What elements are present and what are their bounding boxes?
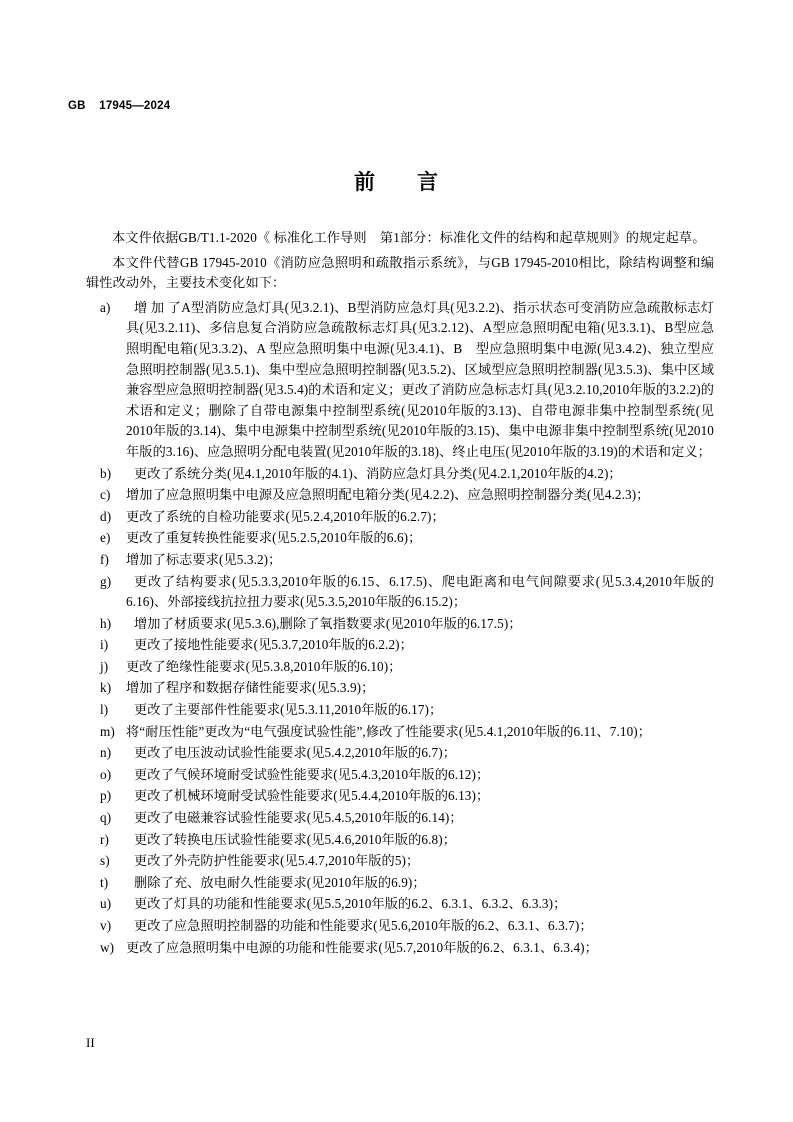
list-item-text: 增加了材质要求(见5.3.6),删除了氧指数要求(见2010年版的6.17.5)； [134, 615, 522, 631]
list-item-text: 更改了主要部件性能要求(见5.3.11,2010年版的6.17)； [134, 702, 443, 718]
list-item [86, 916, 714, 937]
list-item-marker: o) [100, 766, 112, 782]
list-item [86, 722, 714, 743]
list-item-marker: q) [100, 810, 112, 826]
list-item-text: 更改了外壳防护性能要求(见5.4.7,2010年版的5)； [134, 853, 420, 869]
list-item [86, 464, 714, 485]
list-item-text: 将“耐压性能”更改为“电气强度试验性能”,修改了性能要求(见5.4.1,2010年版的6.11、7.10)； [126, 723, 652, 739]
list-item-marker: r) [100, 831, 109, 847]
list-item [86, 700, 714, 721]
list-item-marker: m) [100, 723, 115, 739]
list-item [86, 765, 714, 786]
list-item [86, 298, 714, 463]
list-item-marker: w) [100, 939, 115, 955]
list-item-text: 更改了电压波动试验性能要求(见5.4.2,2010年版的6.7)； [134, 745, 456, 761]
list-item-text: 更改了系统分类(见4.1,2010年版的4.1)、消防应急灯具分类(见4.2.1,2010年版的4.2)； [134, 465, 622, 481]
document-body [86, 228, 714, 959]
list-item [86, 808, 714, 829]
list-item-marker: h) [100, 615, 112, 631]
list-item [86, 743, 714, 764]
list-item-marker: k) [100, 680, 112, 696]
list-item [86, 614, 714, 635]
list-item-text: 更改了系统的自检功能要求(见5.2.4,2010年版的6.2.7)； [126, 508, 445, 524]
list-item-marker: s) [100, 853, 110, 869]
list-item [86, 851, 714, 872]
paragraph-replacement-notice: 本文件代替GB 17945-2010《消防应急照明和疏散指示系统》，与GB 17945-2010相比，除结构调整和编辑性改动外，主要技术变化如下： [86, 254, 714, 291]
list-item-marker: l) [100, 702, 109, 718]
list-item [86, 786, 714, 807]
list-item-text: 更改了电磁兼容试验性能要求(见5.4.5,2010年版的6.14)； [134, 810, 463, 826]
list-item [86, 485, 714, 506]
list-item-text: 更改了绝缘性能要求(见5.3.8,2010年版的6.10)； [126, 658, 402, 674]
list-item-text: 更改了灯具的功能和性能要求(见5.5,2010年版的6.2、6.3.1、6.3.2、6.3.3)； [134, 896, 567, 912]
list-item-text: 更改了重复转换性能要求(见5.2.5,2010年版的6.6)； [126, 530, 422, 546]
list-item-marker: a) [100, 299, 111, 315]
list-item-marker: t) [100, 874, 109, 890]
list-item-text: 更改了机械环境耐受试验性能要求(见5.4.4,2010年版的6.13)； [134, 788, 490, 804]
list-item-marker: g) [100, 573, 112, 589]
list-item-marker: d) [100, 508, 112, 524]
list-item-marker: f) [100, 551, 109, 567]
list-item-text: 更改了转换电压试验性能要求(见5.4.6,2010年版的6.8)； [134, 831, 456, 847]
list-item-text: 增加了标志要求(见5.3.2)； [126, 551, 282, 567]
list-item [86, 894, 714, 915]
list-item-marker: e) [100, 530, 111, 546]
list-item [86, 528, 714, 549]
list-item-text: 更改了应急照明控制器的功能和性能要求(见5.6,2010年版的6.2、6.3.1、6.3.7)； [134, 918, 593, 933]
list-item-marker: c) [100, 487, 111, 503]
list-item [86, 572, 714, 613]
page-number: II [86, 1035, 95, 1050]
list-item-text: 更改了气候环境耐受试验性能要求(见5.4.3,2010年版的6.12)； [134, 766, 490, 782]
list-item [86, 678, 714, 699]
list-item-marker: v) [100, 918, 112, 933]
list-item [86, 830, 714, 851]
list-item-text: 增加了程序和数据存储性能要求(见5.3.9)； [126, 680, 375, 696]
list-item-text: 更改了应急照明集中电源的功能和性能要求(见5.7,2010年版的6.2、6.3.1、6.3.4)； [126, 939, 598, 955]
list-item-marker: n) [100, 745, 112, 761]
list-item [86, 657, 714, 678]
list-item [86, 507, 714, 528]
list-item-marker: p) [100, 788, 112, 804]
list-item-text: 增加了应急照明集中电源及应急照明配电箱分类(见4.2.2)、应急照明控制器分类(见4.2.3)； [126, 487, 650, 503]
list-item-marker: u) [100, 896, 112, 912]
list-item [86, 635, 714, 656]
list-item-text: 更改了结构要求(见5.3.3,2010年版的6.15、6.17.5)、爬电距离和电气间隙要求(见5.3.4,2010年版的6.16)、外部接线抗拉扭力要求(见5.3.5,2010年版的6.15.2)； [126, 573, 714, 610]
page-title: 前 言 [353, 171, 439, 194]
list-item-marker: i) [100, 637, 109, 653]
list-item-marker: b) [100, 465, 112, 481]
paragraph-scope-basis: 本文件依据GB/T1.1-2020《 标准化工作导则 第1部分：标准化文件的结构和起草规则》的规定起草。 [112, 230, 706, 245]
list-item [86, 873, 714, 894]
list-item [86, 938, 714, 959]
list-item-text: 删除了充、放电耐久性能要求(见2010年版的6.9)； [134, 874, 426, 890]
list-item-marker: j) [100, 658, 109, 674]
changes-list [86, 298, 714, 958]
running-header: GB 17945—2024 [68, 100, 171, 112]
list-item-text: 更改了接地性能要求(见5.3.7,2010年版的6.2.2)； [134, 637, 413, 653]
list-item-text: 增 加 了A型消防应急灯具(见3.2.1)、B型消防应急灯具(见3.2.2)、指示状态可变消防应急疏散标志灯具(见3.2.11)、多信息复合消防应急疏散标志灯具(见3.2.12)、A型应急照明配电箱(见3.3.1)、B型应急照明配电箱(见3.3.2)、A 型应急照明集中电源(见3.4.1)、B 型应急照明集中电源(见3.4.2)、独立型应急照明控制器(见3.5.1)、集中型应急照明控制器(见3.5.2)、区域型应急照明控制器(见3.5.3)、集中区域兼容型应急照明控制器(见3.5.4)的术语和定义；更改了消防应急标志灯具(见3.2.10,2010年版的3.2.2)的术语和定义；删除了自带电源集中控制型系统(见2010年版的3.13)、自带电源非集中控制型系统(见2010年版的3.14)、集中电源集中控制型系统(见2010年版的3.15)、集中电源非集中控制型系统(见2010年版的3.16)、应急照明分配电装置(见2010年版的3.18)、终止电压(见2010年版的3.19)的术语和定义； [126, 299, 714, 459]
list-item [86, 550, 714, 571]
